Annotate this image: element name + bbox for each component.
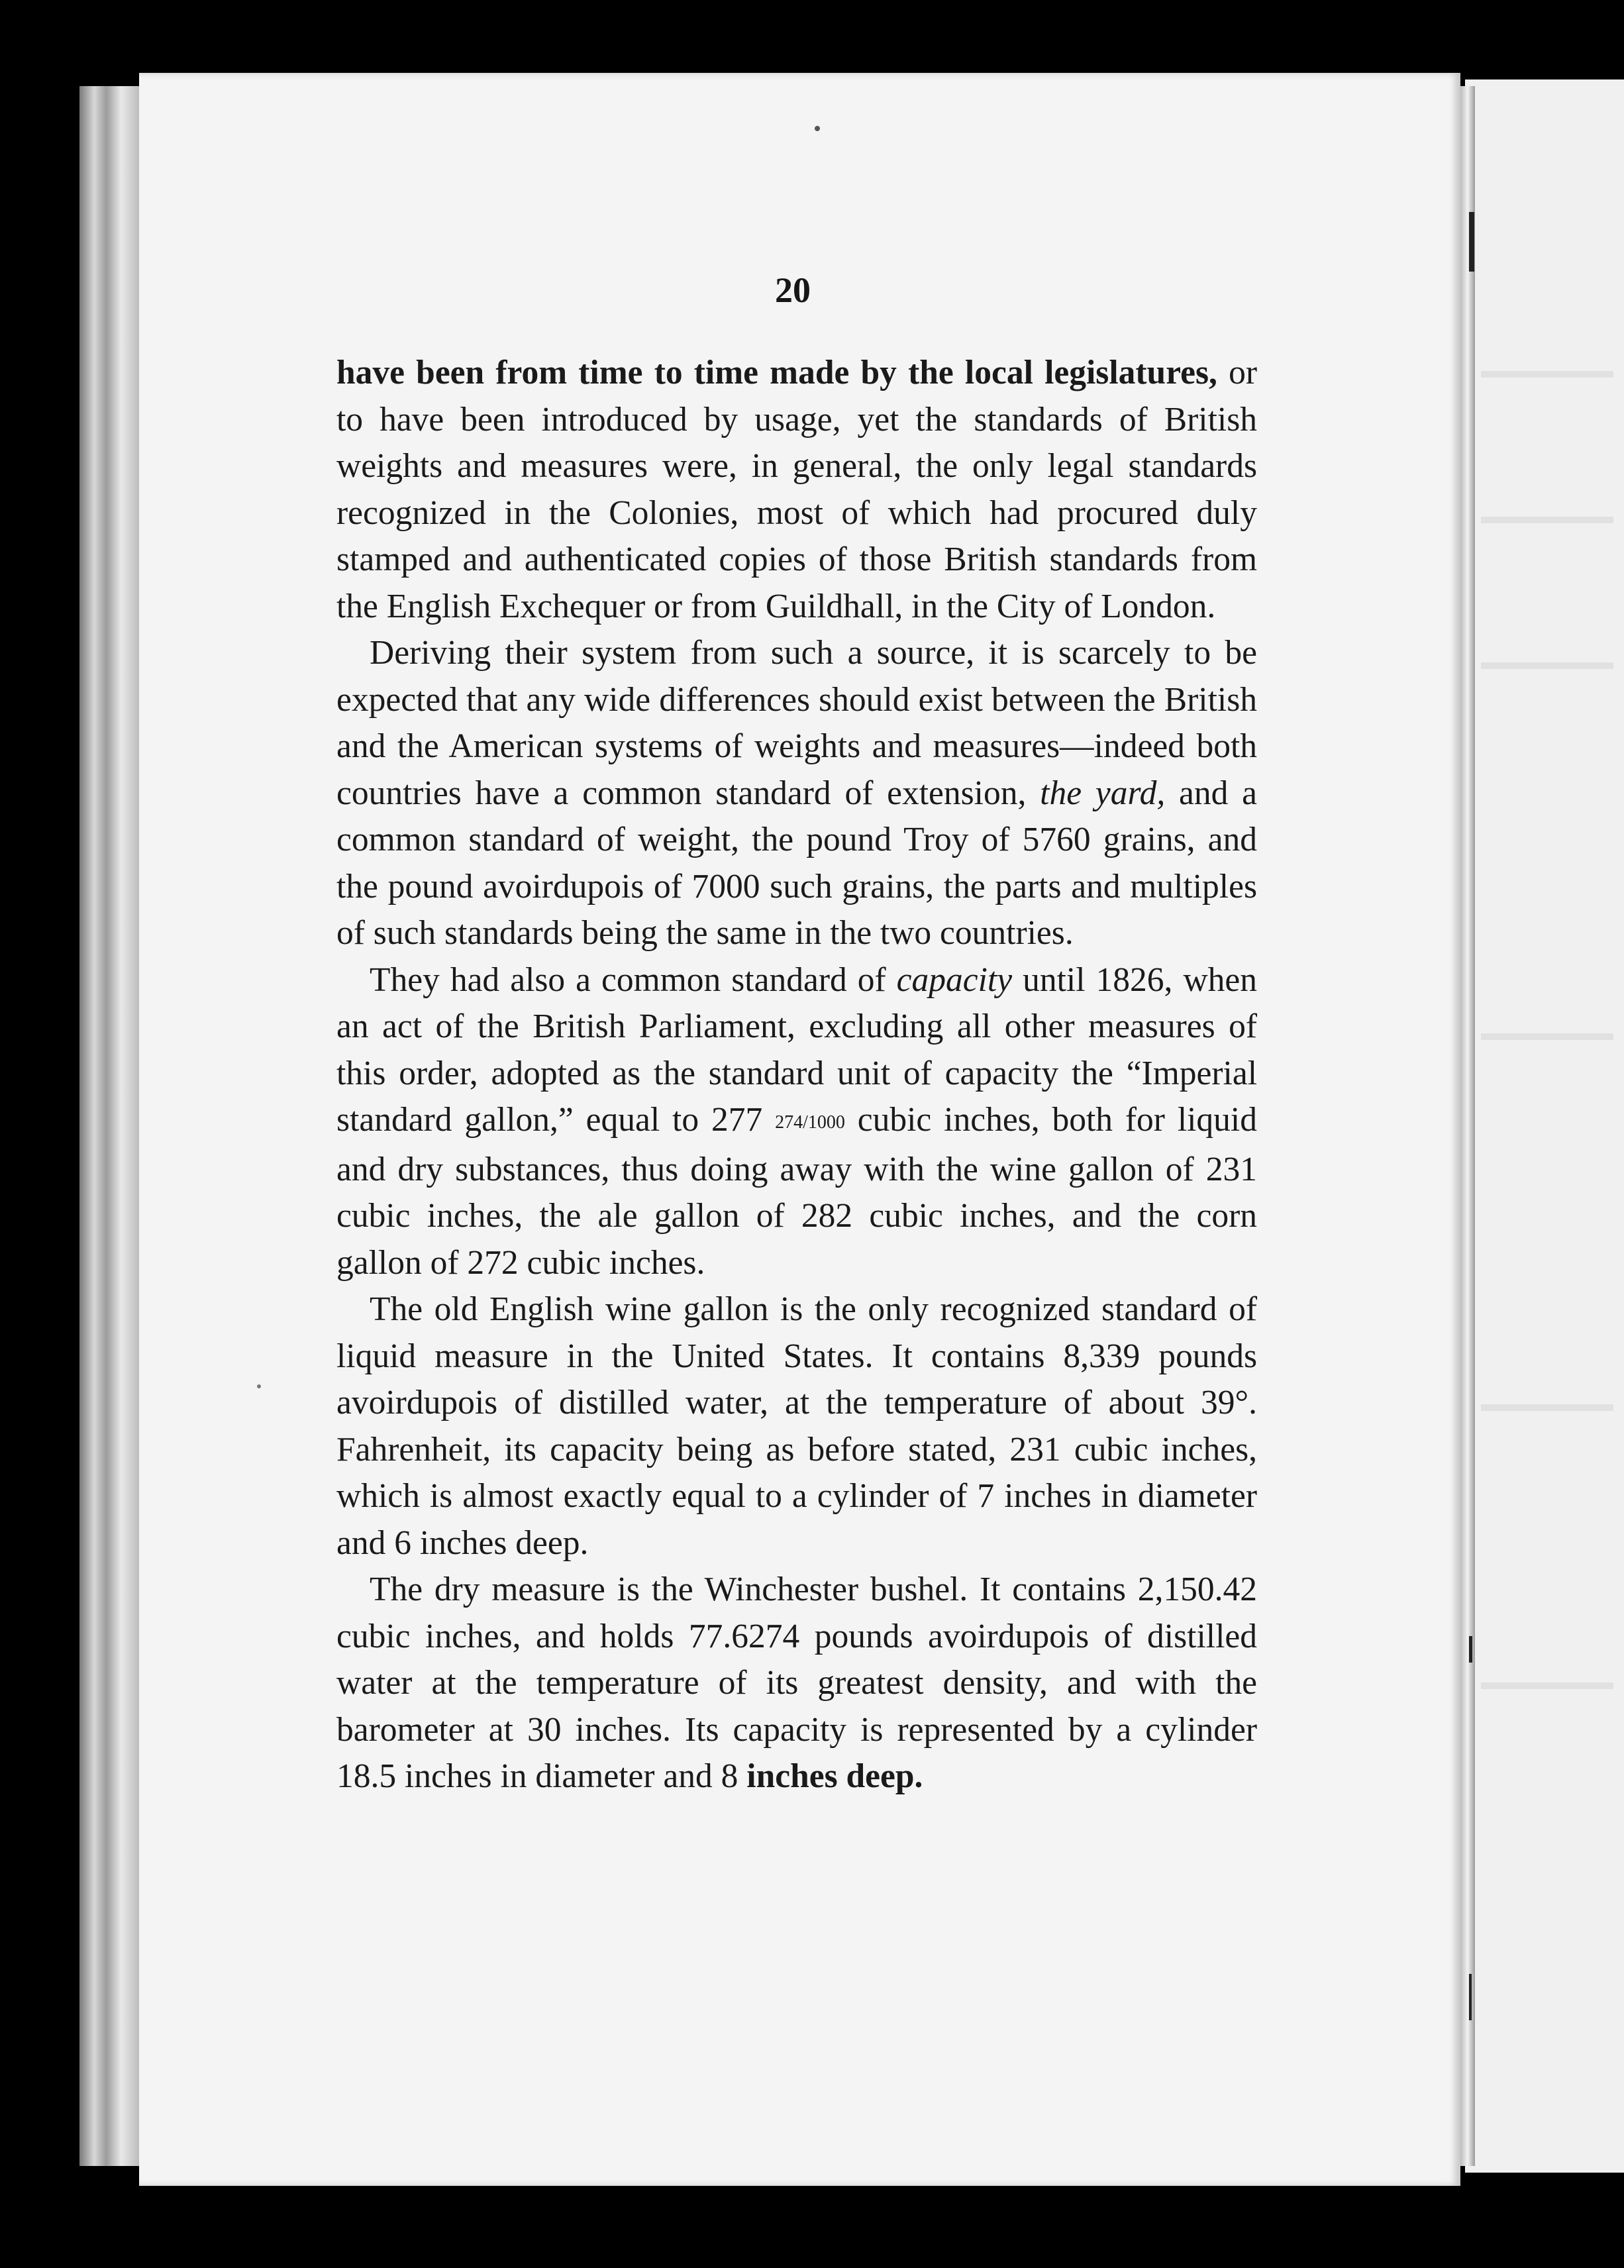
- bleed-through-line: [1481, 517, 1613, 523]
- page-number: 20: [775, 270, 811, 310]
- body-text: [336, 350, 1257, 1800]
- bold-run: have been from time to time made by the local legislatures,: [336, 354, 1217, 391]
- bold-run: inches deep.: [746, 1757, 923, 1795]
- speck: [815, 126, 820, 131]
- bleed-through-line: [1481, 1404, 1613, 1411]
- book-left-edge: [79, 86, 139, 2166]
- text-run: The dry measure is the Winchester bushel. It contains 2,150.42 cubic inches, and holds 77.6274 pounds avoirdupois of distilled water at the temperature of its greatest density, and with the barometer at 30 inches. Its capacity is represented by a cylinder 18.5 inches in diameter and 8: [336, 1571, 1257, 1795]
- bleed-through-line: [1481, 371, 1613, 378]
- fraction: 274/1000: [775, 1112, 845, 1133]
- text-run: Deriving their system from such a source, it is scarcely to be expected that any wide differences should exist between the British and the American systems of weights and measures—indeed both countries have a common standard of extension,: [336, 634, 1257, 812]
- italic-run: capacity: [896, 960, 1013, 999]
- text-run: The old English wine gallon is the only recognized standard of liquid measure in the United States. It contains 8,339 pounds avoirdupois of distilled water, at the temperature of about 39°. Fahrenheit, its capacity being as before stated, 231 cubic inches, which is almost exactly equal to a cylinder of 7 inches in diameter and 6 inches deep.: [336, 1290, 1257, 1562]
- text-run: and a common standard of weight, the pound Troy of 5760 grains, and the pound avoirdupois of 7000 such grains, the parts and multiples of such standards being the same in the two countries.: [336, 774, 1257, 952]
- speck: [257, 1384, 261, 1388]
- text-run: cubic inches, both for liquid and dry substances, thus doing away with the wine gallon of 231 cubic inches, the ale gallon of 282 cubic inches, and the corn gallon of 272 cubic inches.: [336, 1101, 1257, 1282]
- paragraph: [336, 1286, 1257, 1567]
- paragraph: [336, 957, 1257, 1287]
- text-run: or to have been introduced by usage, yet the standards of British weights and measures were, in general, the only legal standards recognized in the Colonies, most of which had procured duly stamped and authenticated copies of those British standards from the English Exchequer or from Guildhall, in the City of London.: [336, 354, 1258, 625]
- binding-mark: [1469, 1636, 1472, 1663]
- bleed-through-line: [1481, 1033, 1613, 1040]
- facing-page: [1465, 79, 1624, 2173]
- paragraph: [336, 630, 1257, 957]
- bleed-through-line: [1481, 662, 1613, 669]
- italic-run: the yard,: [1040, 774, 1166, 812]
- bleed-through-line: [1481, 1682, 1613, 1689]
- binding-mark: [1469, 212, 1474, 272]
- binding-mark: [1469, 1974, 1472, 2020]
- paragraph: [336, 350, 1257, 630]
- text-run: They had also a common standard of: [370, 960, 897, 999]
- paragraph: [336, 1567, 1257, 1800]
- page-fold: [1460, 86, 1475, 2166]
- text-run: until 1826, when an act of the British Parliament, excluding all other measures of this order, adopted as the standard unit of capacity the “Imperial standard gallon,” equal to 277: [336, 960, 1257, 1139]
